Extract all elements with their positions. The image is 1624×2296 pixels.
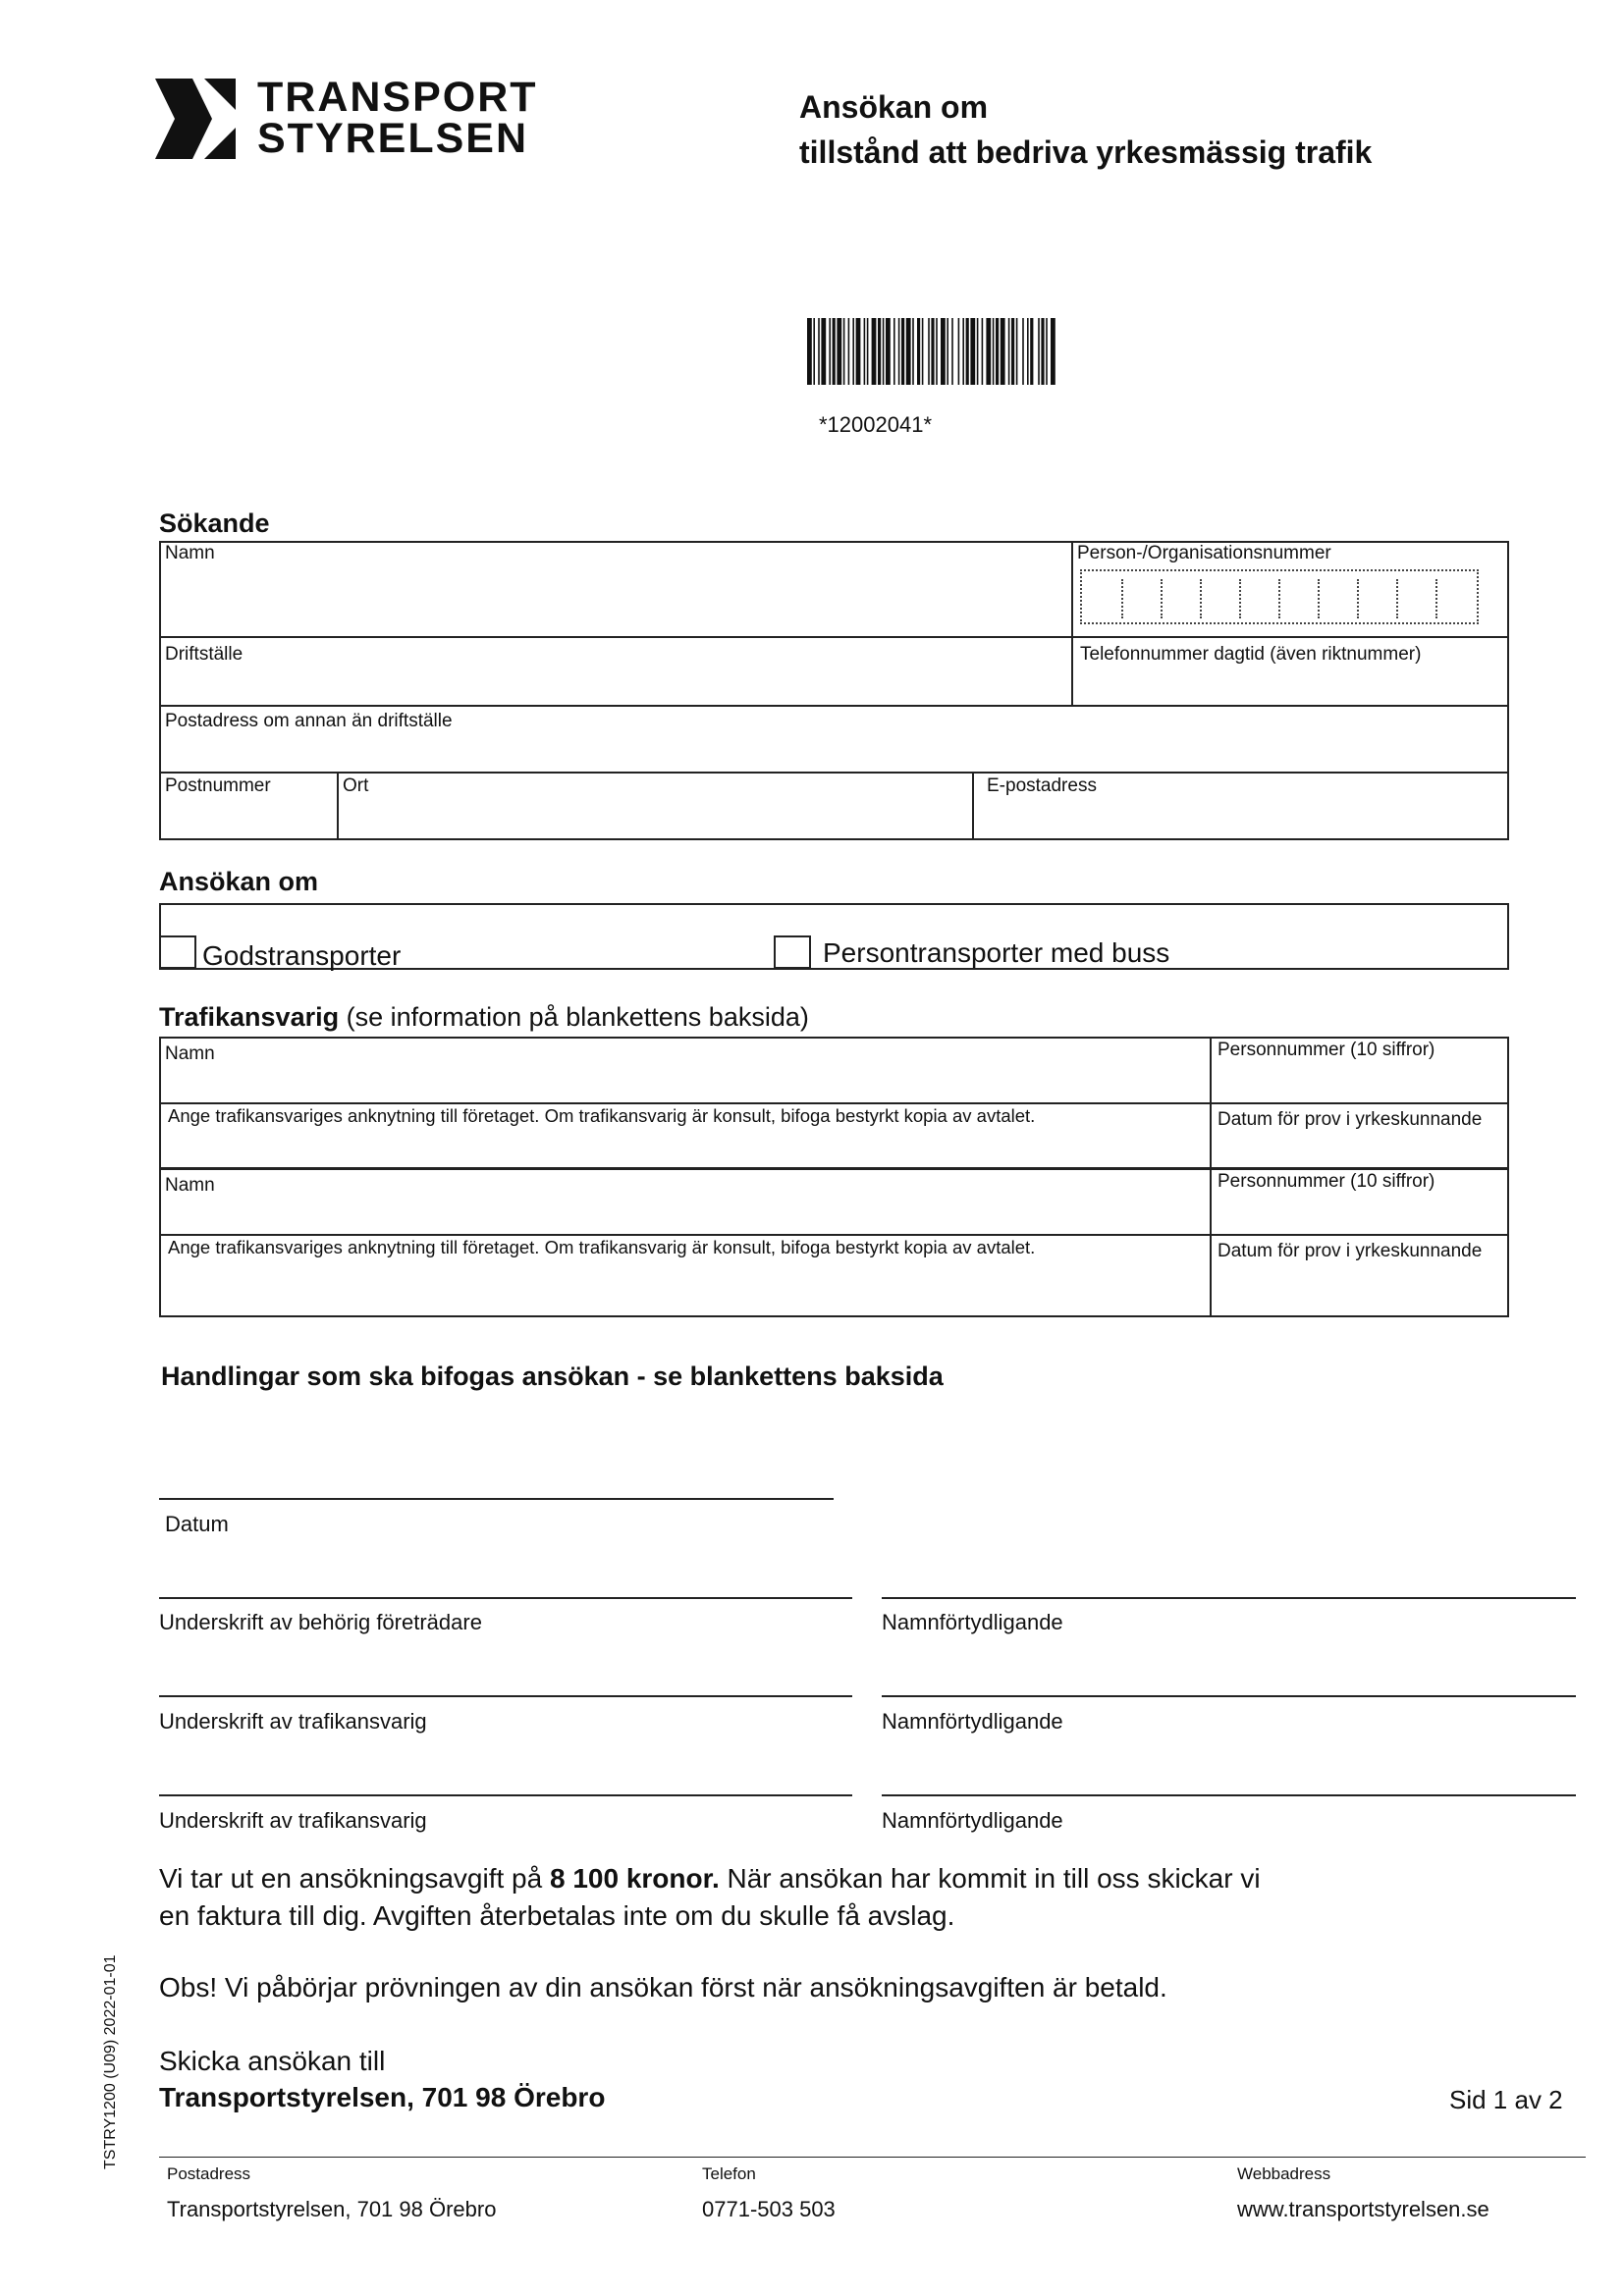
barcode-bar [977,318,979,385]
trafikansvarig-1-anknytning-field[interactable]: Ange trafikansvariges anknytning till företaget. Om trafikansvarig är konsult, bifoga bestyrkt kopia av avtalet. [168,1105,1036,1126]
barcode-bar [807,318,812,385]
barcode-bar [986,318,991,385]
obs-paragraph: Obs! Vi påbörjar prövningen av din ansökan först när ansökningsavgiften är betald. [159,1972,1167,2002]
signature-line-trafikansvarig-1[interactable] [159,1695,852,1697]
barcode-bar [852,318,854,385]
telefon-field[interactable]: Telefonnummer dagtid (även riktnummer) [1080,644,1422,665]
trafikansvarig-2-namn-field[interactable]: Namn [165,1175,215,1196]
barcode-bar [966,318,969,385]
signature-line-foretradare[interactable] [159,1597,852,1599]
logo-wordmark [257,74,538,162]
transportstyrelsen-logo-icon [155,79,236,159]
digit-separator [1396,579,1398,618]
footer-webb-label: Webbadress [1237,2164,1331,2183]
fee-paragraph [159,1860,1337,1935]
fee-line-1 [159,1860,1337,1897]
namnfortydligande-line-3[interactable] [882,1794,1576,1796]
barcode-bar [958,318,960,385]
barcode-bar [970,318,975,385]
barcode-bar [996,318,999,385]
datum-line[interactable] [159,1498,834,1500]
digit-separator [1318,579,1320,618]
table-divider [337,772,339,840]
trafikansvarig-1-namn-field[interactable]: Namn [165,1043,215,1064]
handlingar-heading: Handlingar som ska bifogas ansökan - se blankettens baksida [161,1362,944,1391]
footer-webb-value[interactable]: www.transportstyrelsen.se [1237,2197,1489,2221]
barcode-bar [833,318,836,385]
ansokan-heading: Ansökan om [159,867,319,896]
namnfortydligande-label-1: Namnförtydligande [882,1610,1063,1634]
trafikansvarig-2-personnummer-field[interactable]: Personnummer (10 siffror) [1218,1171,1435,1192]
trafikansvarig-heading [159,1002,809,1033]
fee-text-pre: Vi tar ut en ansökningsavgift på [159,1863,550,1894]
barcode-bar [931,318,934,385]
barcode-bar [941,318,946,385]
table-divider [159,636,1509,638]
namnfortydligande-line-2[interactable] [882,1695,1576,1697]
barcode-bar [1022,318,1024,385]
barcode-bar [848,318,850,385]
barcode-bar [1030,318,1033,385]
footer-postadress-value: Transportstyrelsen, 701 98 Örebro [167,2197,497,2221]
barcode-bar [1027,318,1029,385]
namnfortydligande-label-3: Namnförtydligande [882,1808,1063,1833]
barcode-bar [856,318,861,385]
barcode-bar [821,318,826,385]
trafikansvarig-heading-bold: Trafikansvarig [159,1002,340,1032]
barcode-bar [829,318,831,385]
barcode-bar [1041,318,1044,385]
godstransporter-label: Godstransporter [202,940,402,971]
barcode-bar [928,318,930,385]
logo-line-2: STYRELSEN [257,115,529,162]
barcode [807,318,1249,385]
trafikansvarig-2-anknytning-field[interactable]: Ange trafikansvariges anknytning till företaget. Om trafikansvarig är konsult, bifoga bestyrkt kopia av avtalet. [168,1237,1036,1257]
barcode-bar [883,318,885,385]
barcode-bar [867,318,869,385]
signature-label-foretradare: Underskrift av behörig företrädare [159,1610,482,1634]
signature-label-trafikansvarig-2: Underskrift av trafikansvarig [159,1808,427,1833]
barcode-bar [886,318,891,385]
barcode-bar [878,318,881,385]
table-divider [972,772,974,840]
signature-label-trafikansvarig-1: Underskrift av trafikansvarig [159,1709,427,1734]
digit-separator [1239,579,1241,618]
table-divider [159,1102,1509,1104]
barcode-bar [864,318,866,385]
ort-field[interactable]: Ort [343,775,369,796]
table-divider [159,1167,1509,1170]
trafikansvarig-2-datum-field[interactable]: Datum för prov i yrkeskunnande [1218,1241,1483,1261]
barcode-bar [837,318,841,385]
fee-text-post: När ansökan har kommit in till oss skickar vi [719,1863,1261,1894]
namnfortydligande-label-2: Namnförtydligande [882,1709,1063,1734]
persontransporter-checkbox[interactable] [774,935,811,969]
sokande-namn-field[interactable]: Namn [165,543,215,563]
form-title-line-2: tillstånd att bedriva yrkesmässig trafik [799,134,1373,170]
barcode-bar [993,318,995,385]
barcode-bar [813,318,815,385]
barcode-bar [1038,318,1040,385]
barcode-bar [906,318,911,385]
barcode-bar [962,318,964,385]
footer-telefon-value: 0771-503 503 [702,2197,836,2221]
table-divider [1210,1037,1212,1317]
digit-separator [1200,579,1202,618]
digit-separator [1161,579,1163,618]
postnummer-field[interactable]: Postnummer [165,775,271,796]
digit-separator [1357,579,1359,618]
footer-divider [159,2157,1586,2158]
barcode-bar [1051,318,1056,385]
barcode-bar [1011,318,1014,385]
barcode-bar [898,318,900,385]
table-divider [1071,541,1073,707]
namnfortydligande-line-1[interactable] [882,1597,1576,1599]
digit-separator [1121,579,1123,618]
barcode-bar [1046,318,1048,385]
barcode-bar [982,318,984,385]
footer-postadress-label: Postadress [167,2164,251,2183]
postadress-field[interactable]: Postadress om annan än driftställe [165,711,453,731]
digit-separator [1278,579,1280,618]
digit-separator [1435,579,1437,618]
barcode-bar [1001,318,1005,385]
person-org-nr-label: Person-/Organisationsnummer [1077,543,1331,563]
page-number: Sid 1 av 2 [1449,2085,1563,2114]
sokande-heading: Sökande [159,508,270,538]
barcode-bar [912,318,914,385]
fee-line-2: en faktura till dig. Avgiften återbetalas inte om du skulle få avslag. [159,1900,955,1931]
form-title-line-1: Ansökan om [799,89,989,125]
logo-line-1: TRANSPORT [257,74,538,121]
send-to-line-1: Skicka ansökan till [159,2046,386,2076]
barcode-bar [872,318,877,385]
barcode-bar [951,318,953,385]
barcode-bar [917,318,920,385]
table-divider [159,772,1509,774]
barcode-bar [1008,318,1010,385]
barcode-bar [1016,318,1018,385]
epost-field[interactable]: E-postadress [987,775,1097,796]
persontransporter-label: Persontransporter med buss [823,937,1170,968]
form-title [799,84,1372,175]
driftstalle-field[interactable]: Driftställe [165,644,244,665]
send-to-address: Transportstyrelsen, 701 98 Örebro [159,2082,606,2112]
barcode-bar [936,318,938,385]
form-code: TSTRY1200 (U09) 2022-01-01 [102,1954,119,2169]
trafikansvarig-1-datum-field[interactable]: Datum för prov i yrkeskunnande [1218,1109,1483,1130]
person-org-nr-input[interactable] [1080,569,1479,624]
barcode-bar [893,318,895,385]
trafikansvarig-heading-note: (se information på blankettens baksida) [339,1002,809,1032]
barcode-bar [901,318,904,385]
barcode-bar [947,318,948,385]
datum-label: Datum [165,1512,229,1536]
godstransporter-checkbox[interactable] [159,935,196,969]
barcode-bar [818,318,820,385]
fee-amount: 8 100 kronor. [549,1863,720,1894]
table-divider [159,1234,1509,1236]
barcode-text: *12002041* [819,412,933,437]
footer-telefon-label: Telefon [702,2164,756,2183]
table-divider [159,705,1509,707]
barcode-bar [922,318,924,385]
signature-line-trafikansvarig-2[interactable] [159,1794,852,1796]
barcode-bar [843,318,845,385]
trafikansvarig-1-personnummer-field[interactable]: Personnummer (10 siffror) [1218,1040,1435,1060]
